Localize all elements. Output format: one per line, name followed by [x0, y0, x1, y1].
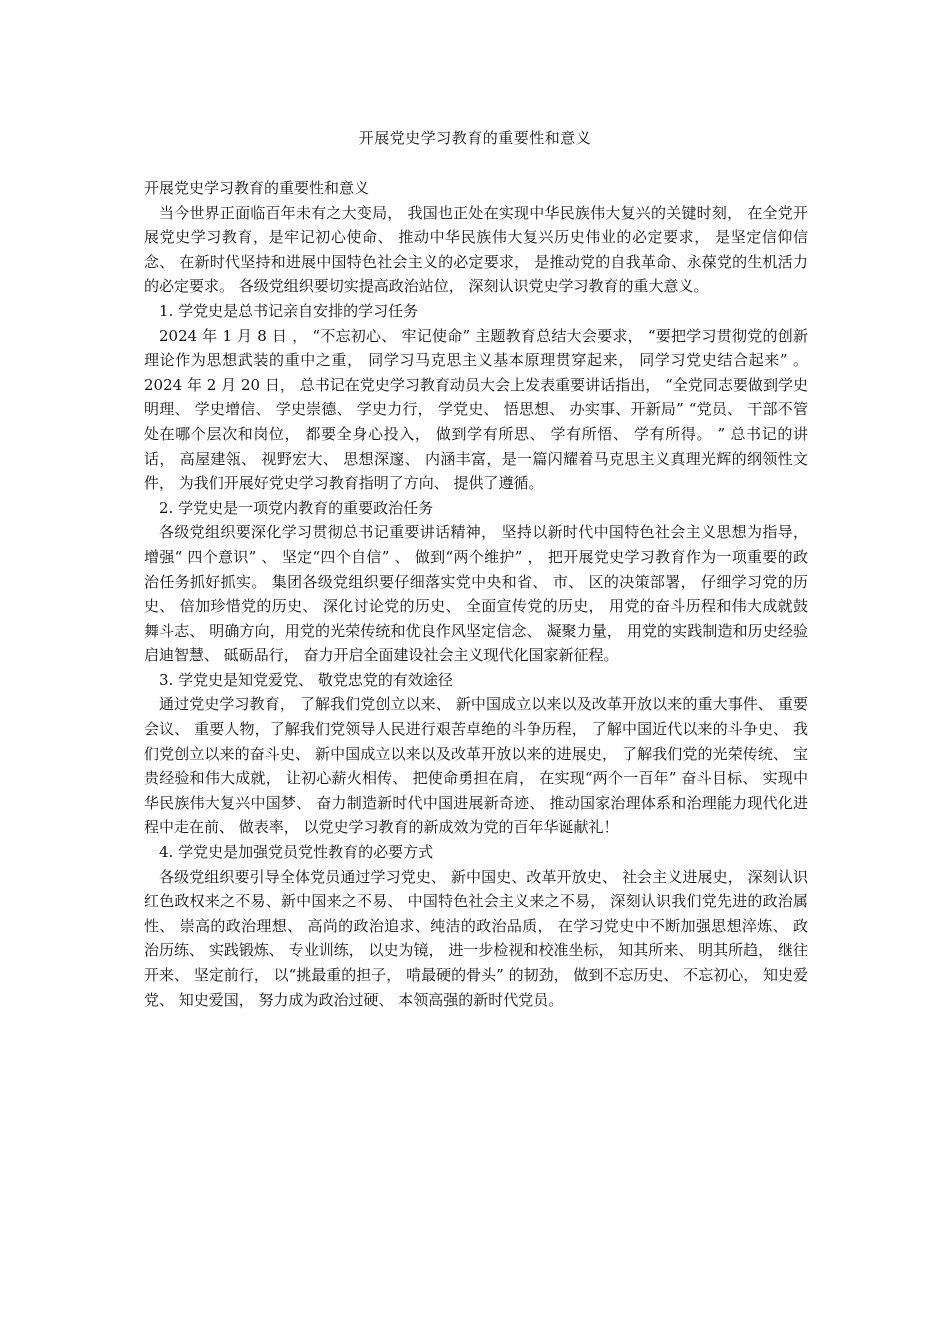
document-body [144, 176, 808, 1012]
section-heading-3: 3. 学党史是知党爱党、 敬党忠党的有效途径 [159, 670, 453, 689]
section-heading-2: 2. 学党史是一项党内教育的重要政治任务 [159, 498, 434, 517]
section-body-1: 2024 年 1 月 8 日 ， “不忘初心、 牢记使命” 主题教育总结大会要求， “要把学习贯彻党的创新理论作为思想武装的重中之重， 同学习马克思主义基本原理贯穿起来， 同学习党史结合起来” 。 2024 年 2 月 20 日， 总书记在党史学习教育动员大会上发表重要讲话指出， “全党同志要做到学史明理、 学史增信、 学史崇德、 学史力行， 学党史、 悟思想、 办实事、开新局” “党员、 干部不管处在哪个层次和岗位， 都要全身心投入， 做到学有所思、 学有所悟、 学有所得。 ” 总书记的讲话， 高屋建瓴、 视野宏大、 思想深邃、 内涵丰富，是一篇闪耀着马克思主义真理光辉的纲领性文件， 为我们开展好党史学习教育指明了方向、 提供了遵循。 [144, 326, 808, 493]
section-body-4: 各级党组织要引导全体党员通过学习党史、 新中国史、改革开放史、 社会主义进展史， 深刻认识红色政权来之不易、新中国来之不易、 中国特色社会主义来之不易， 深刻认识我们党先进的政治属性、 崇高的政治理想、 高尚的政治追求、纯洁的政治品质， 在学习党史中不断加强思想淬炼、 政治历练、 实践锻炼、 专业训练， 以史为镜， 进一步检视和校准坐标， 知其所来、 明其所趋， 继往开来、 坚定前行， 以“挑最重的担子， 啃最硬的骨头” 的韧劲， 做到不忘历史、 不忘初心， 知史爱党、 知史爱国， 努力成为政治过硬、 本领高强的新时代党员。 [144, 867, 808, 1009]
document-subtitle: 开展党史学习教育的重要性和意义 [144, 179, 370, 197]
section-heading-1: 1. 学党史是总书记亲自安排的学习任务 [159, 301, 419, 320]
intro-paragraph: 当今世界正面临百年未有之大变局， 我国也正处在实现中华民族伟大复兴的关键时刻， 在全党开展党史学习教育，是牢记初心使命、 推动中华民族伟大复兴历史伟业的必定要求， 是坚定信仰信念、 在新时代坚持和进展中国特色社会主义的必定要求， 是推动党的自我革命、永葆党的生机活力的必定要求。 各级党组织要切实提高政治站位， 深刻认识党史学习教育的重大意义。 [144, 203, 808, 296]
section-heading-4: 4. 学党史是加强党员党性教育的必要方式 [159, 843, 434, 862]
section-body-3: 通过党史学习教育， 了解我们党创立以来、 新中国成立以来以及改革开放以来的重大事件、 重要会议、 重要人物，了解我们党领导人民进行艰苦卓绝的斗争历程， 了解中国近代以来的斗争史、 我们党创立以来的奋斗史、 新中国成立以来以及改革开放以来的进展史， 了解我们党的光荣传统、 宝贵经验和伟大成就， 让初心薪火相传、 把使命勇担在肩， 在实现“两个一百年” 奋斗目标、 实现中华民族伟大复兴中国梦、 奋力制造新时代中国进展新奇迹、 推动国家治理体系和治理能力现代化进程中走在前、 做表率， 以党史学习教育的新成效为党的百年华诞献礼！ [144, 695, 808, 837]
section-body-2: 各级党组织要深化学习贯彻总书记重要讲话精神， 坚持以新时代中国特色社会主义思想为指导， 增强“ 四个意识” 、 坚定“四个自信” 、 做到“两个维护” ， 把开展党史学习教育作为一项重要的政治任务抓好抓实。 集团各级党组织要仔细落实党中央和省、 市、 区的决策部署， 仔细学习党的历史、 倍加珍惜党的历史、 深化讨论党的历史、 全面宣传党的历史， 用党的奋斗历程和伟大成就鼓舞斗志、 明确方向，用党的光荣传统和优良作风坚定信念、 凝聚力量， 用党的实践制造和历史经验启迪智慧、 砥砺品行， 奋力开启全面建设社会主义现代化国家新征程。 [144, 523, 808, 665]
document-title: 开展党史学习教育的重要性和意义 [358, 129, 592, 147]
